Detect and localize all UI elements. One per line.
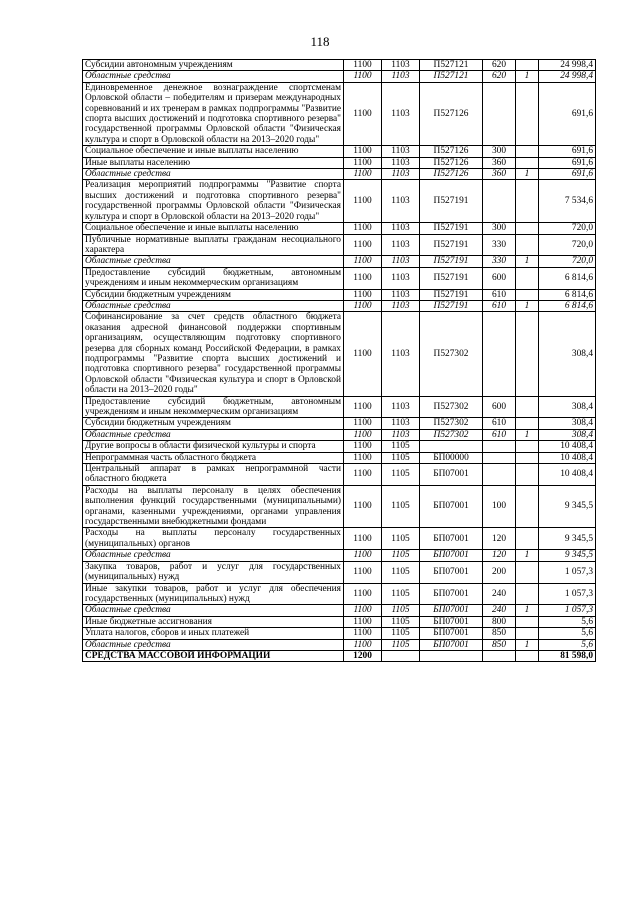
row-name-cell: Закупка товаров, работ и услуг для государственных (муниципальных) нужд [83,561,344,583]
row-section-cell: 1100 [344,223,382,234]
row-subsection-cell: 1103 [382,82,420,145]
row-target-article-cell: БП07001 [420,528,483,550]
row-section-cell: 1100 [344,71,382,82]
row-funding-code-cell: 1 [516,169,539,180]
row-amount-cell: 308,4 [539,312,596,396]
row-target-article-cell: БП07001 [420,628,483,639]
row-expense-type-cell: 300 [483,146,516,157]
row-expense-type-cell: 610 [483,300,516,311]
row-name-cell: Другие вопросы в области физической культуры и спорта [83,441,344,452]
row-amount-cell: 1 057,3 [539,561,596,583]
row-expense-type-cell: 610 [483,429,516,440]
row-funding-code-cell [516,650,539,661]
row-expense-type-cell: 610 [483,289,516,300]
table-row [83,180,596,223]
row-target-article-cell: П527302 [420,429,483,440]
row-section-cell: 1100 [344,157,382,168]
table-row [83,616,596,627]
row-expense-type-cell [483,312,516,396]
row-subsection-cell: 1105 [382,583,420,605]
row-expense-type-cell: 330 [483,234,516,256]
row-target-article-cell: П527191 [420,234,483,256]
row-expense-type-cell [483,82,516,145]
row-section-cell: 1100 [344,561,382,583]
row-name-cell: Реализация мероприятий подпрограммы "Развитие спорта высших достижений и подготовка спортивного резерва" государственной программы Орловской области "Физическая культура и спорт в Орловской области на 2013–2020 годы" [83,180,344,223]
row-subsection-cell: 1103 [382,180,420,223]
row-subsection-cell: 1103 [382,267,420,289]
row-expense-type-cell: 100 [483,485,516,528]
row-amount-cell: 720,0 [539,256,596,267]
row-subsection-cell: 1103 [382,256,420,267]
row-target-article-cell [420,650,483,661]
row-expense-type-cell: 300 [483,223,516,234]
row-amount-cell: 10 408,4 [539,452,596,463]
row-target-article-cell: П527302 [420,312,483,396]
row-subsection-cell: 1105 [382,550,420,561]
row-subsection-cell: 1105 [382,464,420,486]
row-subsection-cell: 1103 [382,169,420,180]
row-target-article-cell: П527191 [420,267,483,289]
row-name-cell: Областные средства [83,71,344,82]
row-funding-code-cell: 1 [516,300,539,311]
row-funding-code-cell [516,157,539,168]
row-name-cell: Социальное обеспечение и иные выплаты населению [83,223,344,234]
table-row [83,267,596,289]
table-row [83,300,596,311]
row-target-article-cell: П527302 [420,418,483,429]
table-row [83,60,596,71]
row-subsection-cell: 1105 [382,528,420,550]
table-row [83,396,596,418]
row-funding-code-cell: 1 [516,639,539,650]
table-row [83,312,596,396]
row-section-cell: 1100 [344,169,382,180]
row-amount-cell: 24 998,4 [539,71,596,82]
row-expense-type-cell: 620 [483,71,516,82]
row-amount-cell: 5,6 [539,628,596,639]
row-subsection-cell: 1103 [382,234,420,256]
row-amount-cell: 81 598,0 [539,650,596,661]
row-name-cell: Центральный аппарат в рамках непрограммной части областного бюджета [83,464,344,486]
row-subsection-cell: 1103 [382,157,420,168]
table-row [83,289,596,300]
row-amount-cell: 691,6 [539,169,596,180]
row-funding-code-cell [516,561,539,583]
table-row [83,650,596,661]
row-section-cell: 1100 [344,616,382,627]
row-funding-code-cell [516,180,539,223]
row-funding-code-cell [516,146,539,157]
row-name-cell: Единовременное денежное вознаграждение спортсменам Орловской области – победителям и призерам международных соревнований и их тренерам в рамках подпрограммы "Развитие спорта высших достижений и подготовка спортивного резерва" государственной программы Орловской области "Физическая культура и спорт в Орловской области на 2013–2020 годы" [83,82,344,145]
row-funding-code-cell [516,267,539,289]
row-amount-cell: 691,6 [539,146,596,157]
row-subsection-cell: 1103 [382,223,420,234]
row-funding-code-cell [516,418,539,429]
row-subsection-cell: 1105 [382,628,420,639]
row-subsection-cell: 1105 [382,605,420,616]
table-row [83,157,596,168]
row-funding-code-cell: 1 [516,550,539,561]
page-number: 118 [310,34,330,49]
row-funding-code-cell [516,616,539,627]
row-expense-type-cell: 240 [483,583,516,605]
table-row [83,550,596,561]
row-name-cell: Предоставление субсидий бюджетным, автономным учреждениям и иным некоммерческим организациям [83,396,344,418]
row-expense-type-cell: 120 [483,528,516,550]
row-name-cell: Публичные нормативные выплаты гражданам несоциального характера [83,234,344,256]
row-name-cell: Расходы на выплаты персоналу в целях обеспечения выполнения функций государственными (муниципальными) органами, казенными учреждениями, органами управления государственными внебюджетными фондами [83,485,344,528]
row-subsection-cell: 1103 [382,300,420,311]
table-row [83,452,596,463]
row-name-cell: Субсидии бюджетным учреждениям [83,289,344,300]
row-expense-type-cell: 330 [483,256,516,267]
row-expense-type-cell: 850 [483,639,516,650]
table-row [83,441,596,452]
row-target-article-cell: П527191 [420,223,483,234]
row-subsection-cell: 1105 [382,452,420,463]
row-expense-type-cell: 610 [483,418,516,429]
row-section-cell: 1100 [344,300,382,311]
row-amount-cell: 6 814,6 [539,300,596,311]
row-funding-code-cell: 1 [516,256,539,267]
row-section-cell: 1200 [344,650,382,661]
row-name-cell: Областные средства [83,300,344,311]
row-subsection-cell [382,650,420,661]
row-section-cell: 1100 [344,256,382,267]
table-row [83,485,596,528]
row-amount-cell: 24 998,4 [539,60,596,71]
row-amount-cell: 1 057,3 [539,605,596,616]
row-target-article-cell: П527191 [420,300,483,311]
row-target-article-cell: БП07001 [420,583,483,605]
row-expense-type-cell: 600 [483,267,516,289]
row-subsection-cell: 1105 [382,485,420,528]
row-amount-cell: 691,6 [539,157,596,168]
row-name-cell: Иные бюджетные ассигнования [83,616,344,627]
row-name-cell: Областные средства [83,429,344,440]
row-section-cell: 1100 [344,289,382,300]
row-name-cell: Областные средства [83,605,344,616]
row-name-cell: Социальное обеспечение и иные выплаты населению [83,146,344,157]
row-target-article-cell: П527126 [420,157,483,168]
row-expense-type-cell: 620 [483,60,516,71]
row-funding-code-cell [516,234,539,256]
row-section-cell: 1100 [344,180,382,223]
row-amount-cell: 6 814,6 [539,289,596,300]
row-amount-cell: 9 345,5 [539,550,596,561]
table-row [83,583,596,605]
row-amount-cell: 720,0 [539,223,596,234]
table-row [83,223,596,234]
table-row [83,418,596,429]
row-target-article-cell: П527302 [420,396,483,418]
row-amount-cell: 720,0 [539,234,596,256]
row-amount-cell: 308,4 [539,429,596,440]
row-subsection-cell: 1103 [382,60,420,71]
row-funding-code-cell [516,312,539,396]
row-funding-code-cell: 1 [516,71,539,82]
row-target-article-cell: П527126 [420,82,483,145]
row-target-article-cell: БП07001 [420,464,483,486]
row-target-article-cell: П527191 [420,256,483,267]
row-section-cell: 1100 [344,605,382,616]
row-target-article-cell: П527126 [420,169,483,180]
row-name-cell: Областные средства [83,550,344,561]
row-subsection-cell: 1103 [382,396,420,418]
row-section-cell: 1100 [344,628,382,639]
row-amount-cell: 308,4 [539,396,596,418]
row-expense-type-cell: 850 [483,628,516,639]
row-subsection-cell: 1105 [382,441,420,452]
row-target-article-cell: БП07001 [420,605,483,616]
table-row [83,71,596,82]
row-expense-type-cell: 800 [483,616,516,627]
row-expense-type-cell [483,180,516,223]
row-amount-cell: 1 057,3 [539,583,596,605]
row-funding-code-cell [516,583,539,605]
row-target-article-cell: П527121 [420,71,483,82]
row-target-article-cell: БП07001 [420,485,483,528]
row-funding-code-cell [516,289,539,300]
row-expense-type-cell [483,441,516,452]
row-subsection-cell: 1103 [382,146,420,157]
row-section-cell: 1100 [344,583,382,605]
row-funding-code-cell [516,223,539,234]
row-section-cell: 1100 [344,464,382,486]
table-row [83,256,596,267]
row-section-cell: 1100 [344,234,382,256]
table-row [83,628,596,639]
budget-table-body [83,60,596,662]
row-amount-cell: 7 534,6 [539,180,596,223]
row-section-cell: 1100 [344,312,382,396]
row-section-cell: 1100 [344,267,382,289]
row-name-cell: Предоставление субсидий бюджетным, автономным учреждениям и иным некоммерческим организациям [83,267,344,289]
row-section-cell: 1100 [344,550,382,561]
row-funding-code-cell [516,452,539,463]
row-amount-cell: 308,4 [539,418,596,429]
row-target-article-cell: П527191 [420,180,483,223]
row-name-cell: Субсидии бюджетным учреждениям [83,418,344,429]
row-subsection-cell: 1103 [382,429,420,440]
row-amount-cell: 5,6 [539,639,596,650]
row-name-cell: Областные средства [83,169,344,180]
row-target-article-cell: БП07001 [420,561,483,583]
row-subsection-cell: 1103 [382,418,420,429]
row-target-article-cell: П527191 [420,289,483,300]
table-row [83,561,596,583]
row-expense-type-cell [483,452,516,463]
budget-table [82,59,596,662]
row-section-cell: 1100 [344,528,382,550]
row-subsection-cell: 1103 [382,71,420,82]
table-row [83,464,596,486]
table-row [83,528,596,550]
row-target-article-cell: БП07001 [420,616,483,627]
row-name-cell: Иные закупки товаров, работ и услуг для обеспечения государственных (муниципальных) нужд [83,583,344,605]
row-target-article-cell: БП00000 [420,452,483,463]
row-amount-cell: 5,6 [539,616,596,627]
row-funding-code-cell [516,441,539,452]
row-name-cell: Софинансирование за счет средств областного бюджета оказания адресной финансовой поддержки спортивным организациям, осуществляющим подготовку спортивного резерва для сборных команд Российской Федерации, в рамках подпрограммы "Развитие спорта высших достижений и подготовка спортивного резерва" государственной программы Орловской области "Физическая культура и спорт в Орловской области на 2013–2020 годы" [83,312,344,396]
row-section-cell: 1100 [344,639,382,650]
row-subsection-cell: 1105 [382,561,420,583]
row-name-cell: Расходы на выплаты персоналу государственных (муниципальных) органов [83,528,344,550]
row-funding-code-cell [516,396,539,418]
table-row [83,605,596,616]
row-expense-type-cell: 360 [483,169,516,180]
row-amount-cell: 10 408,4 [539,441,596,452]
row-expense-type-cell: 240 [483,605,516,616]
row-section-cell: 1100 [344,452,382,463]
row-expense-type-cell: 200 [483,561,516,583]
row-expense-type-cell: 360 [483,157,516,168]
row-funding-code-cell [516,628,539,639]
table-row [83,429,596,440]
table-row [83,82,596,145]
table-row [83,146,596,157]
row-amount-cell: 9 345,5 [539,485,596,528]
row-name-cell: Областные средства [83,256,344,267]
row-funding-code-cell: 1 [516,429,539,440]
row-expense-type-cell [483,650,516,661]
row-section-cell: 1100 [344,396,382,418]
row-name-cell: СРЕДСТВА МАССОВОЙ ИНФОРМАЦИИ [83,650,344,661]
row-target-article-cell: БП07001 [420,550,483,561]
row-target-article-cell: П527121 [420,60,483,71]
row-name-cell: Субсидии автономным учреждениям [83,60,344,71]
row-funding-code-cell [516,485,539,528]
row-subsection-cell: 1105 [382,639,420,650]
table-row [83,169,596,180]
row-section-cell: 1100 [344,146,382,157]
row-section-cell: 1100 [344,441,382,452]
row-subsection-cell: 1103 [382,289,420,300]
row-section-cell: 1100 [344,418,382,429]
row-funding-code-cell [516,82,539,145]
row-funding-code-cell [516,60,539,71]
table-row [83,234,596,256]
table-row [83,639,596,650]
row-expense-type-cell: 120 [483,550,516,561]
row-funding-code-cell [516,464,539,486]
row-funding-code-cell [516,528,539,550]
row-target-article-cell [420,441,483,452]
row-section-cell: 1100 [344,82,382,145]
row-amount-cell: 10 408,4 [539,464,596,486]
row-target-article-cell: П527126 [420,146,483,157]
row-subsection-cell: 1105 [382,616,420,627]
row-amount-cell: 6 814,6 [539,267,596,289]
row-section-cell: 1100 [344,60,382,71]
row-name-cell: Уплата налогов, сборов и иных платежей [83,628,344,639]
row-amount-cell: 9 345,5 [539,528,596,550]
row-funding-code-cell: 1 [516,605,539,616]
row-section-cell: 1100 [344,429,382,440]
row-name-cell: Областные средства [83,639,344,650]
row-name-cell: Иные выплаты населению [83,157,344,168]
row-amount-cell: 691,6 [539,82,596,145]
row-name-cell: Непрограммная часть областного бюджета [83,452,344,463]
row-expense-type-cell [483,464,516,486]
row-section-cell: 1100 [344,485,382,528]
row-expense-type-cell: 600 [483,396,516,418]
row-subsection-cell: 1103 [382,312,420,396]
row-target-article-cell: БП07001 [420,639,483,650]
